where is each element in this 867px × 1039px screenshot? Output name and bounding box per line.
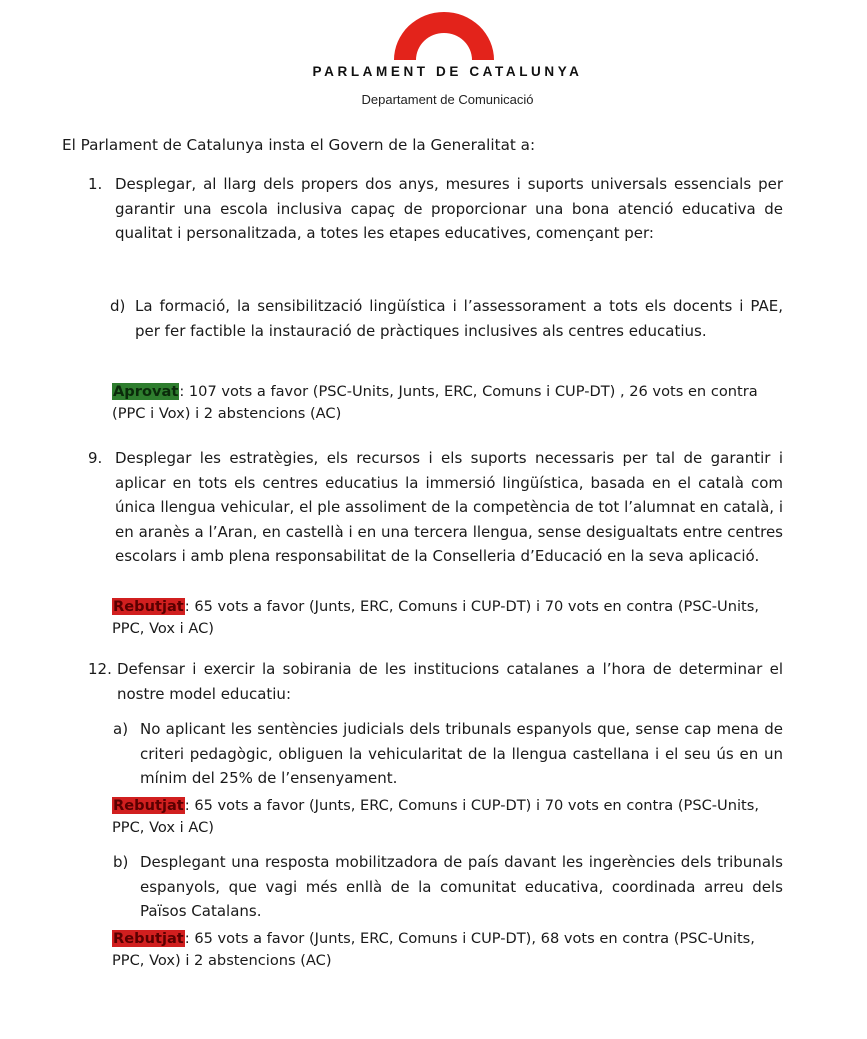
logo-arc-shape [394,12,494,60]
vote-result [112,795,784,839]
item-text: Desplegar les estratègies, els recursos i els suports necessaris per tal de garantir i aplicar en tots els centres educatius la immersió lingüística, basada en el català com única llengua vehicular, el ple assoliment de la competència de tot l’alumnat en català, i en aranès a l’Aran, en castellà i en una tercera llengua, sense desigualtats entre centres escolars i amb plena responsabilitat de la Conselleria d’Educació en la seva aplicació. [115,449,783,565]
subitem-letter: a) [113,720,129,738]
subitem-letter: b) [113,853,129,871]
item-number: 9. [88,449,103,467]
vote-counts: : 65 vots a favor (Junts, ERC, Comuns i CUP-DT) i 70 vots en contra (PSC-Units, PPC, Vox i AC) [112,797,759,836]
letterhead [0,0,867,115]
department-name: Departament de Comunicació [361,92,534,107]
vote-result [112,381,782,425]
parliament-logo-arc [394,12,494,60]
status-badge-rejected: Rebutjat [113,598,184,615]
status-badge-rejected: Rebutjat [113,797,184,814]
organization-name: PARLAMENT DE CATALUNYA [312,64,583,79]
intro-sentence: El Parlament de Catalunya insta el Govern de la Generalitat a: [62,136,536,154]
vote-counts: : 107 vots a favor (PSC-Units, Junts, ERC, Comuns i CUP-DT) , 26 vots en contra (PPC i Vox) i 2 abstencions (AC) [112,383,758,422]
subitem-text: La formació, la sensibilització lingüística i l’assessorament a tots els docents i PAE, per fer factible la instauració de pràctiques inclusives als centres educatius. [135,297,783,340]
item-text: Desplegar, al llarg dels propers dos anys, mesures i suports universals essencials per garantir una escola inclusiva capaç de proporcionar una bona atenció educativa de qualitat i personalitzada, a totes les etapes educatives, començant per: [115,175,783,242]
vote-counts: : 65 vots a favor (Junts, ERC, Comuns i CUP-DT) i 70 vots en contra (PSC-Units, PPC, Vox i AC) [112,598,759,637]
status-badge-rejected: Rebutjat [113,930,184,947]
item-number: 12. [88,660,112,678]
item-number: 1. [88,175,103,193]
subitem-text: Desplegant una resposta mobilitzadora de país davant les ingerències dels tribunals espanyols, que vagi més enllà de la comunitat educativa, coordinada arreu dels Països Catalans. [140,853,783,920]
vote-counts: : 65 vots a favor (Junts, ERC, Comuns i CUP-DT), 68 vots en contra (PSC-Units, PPC, Vox) i 2 abstencions (AC) [112,930,755,969]
subitem-text: No aplicant les sentències judicials dels tribunals espanyols que, sense cap mena de criteri pedagògic, obliguen la vehicularitat de la llengua castellana i el seu ús en un mínim del 25% de l’ensenyament. [140,720,783,787]
item-text: Defensar i exercir la sobirania de les institucions catalanes a l’hora de determinar el nostre model educatiu: [117,660,783,703]
subitem-letter: d) [110,297,126,315]
vote-result [112,928,784,972]
vote-result [112,596,784,640]
status-badge-approved: Aprovat [113,383,179,400]
